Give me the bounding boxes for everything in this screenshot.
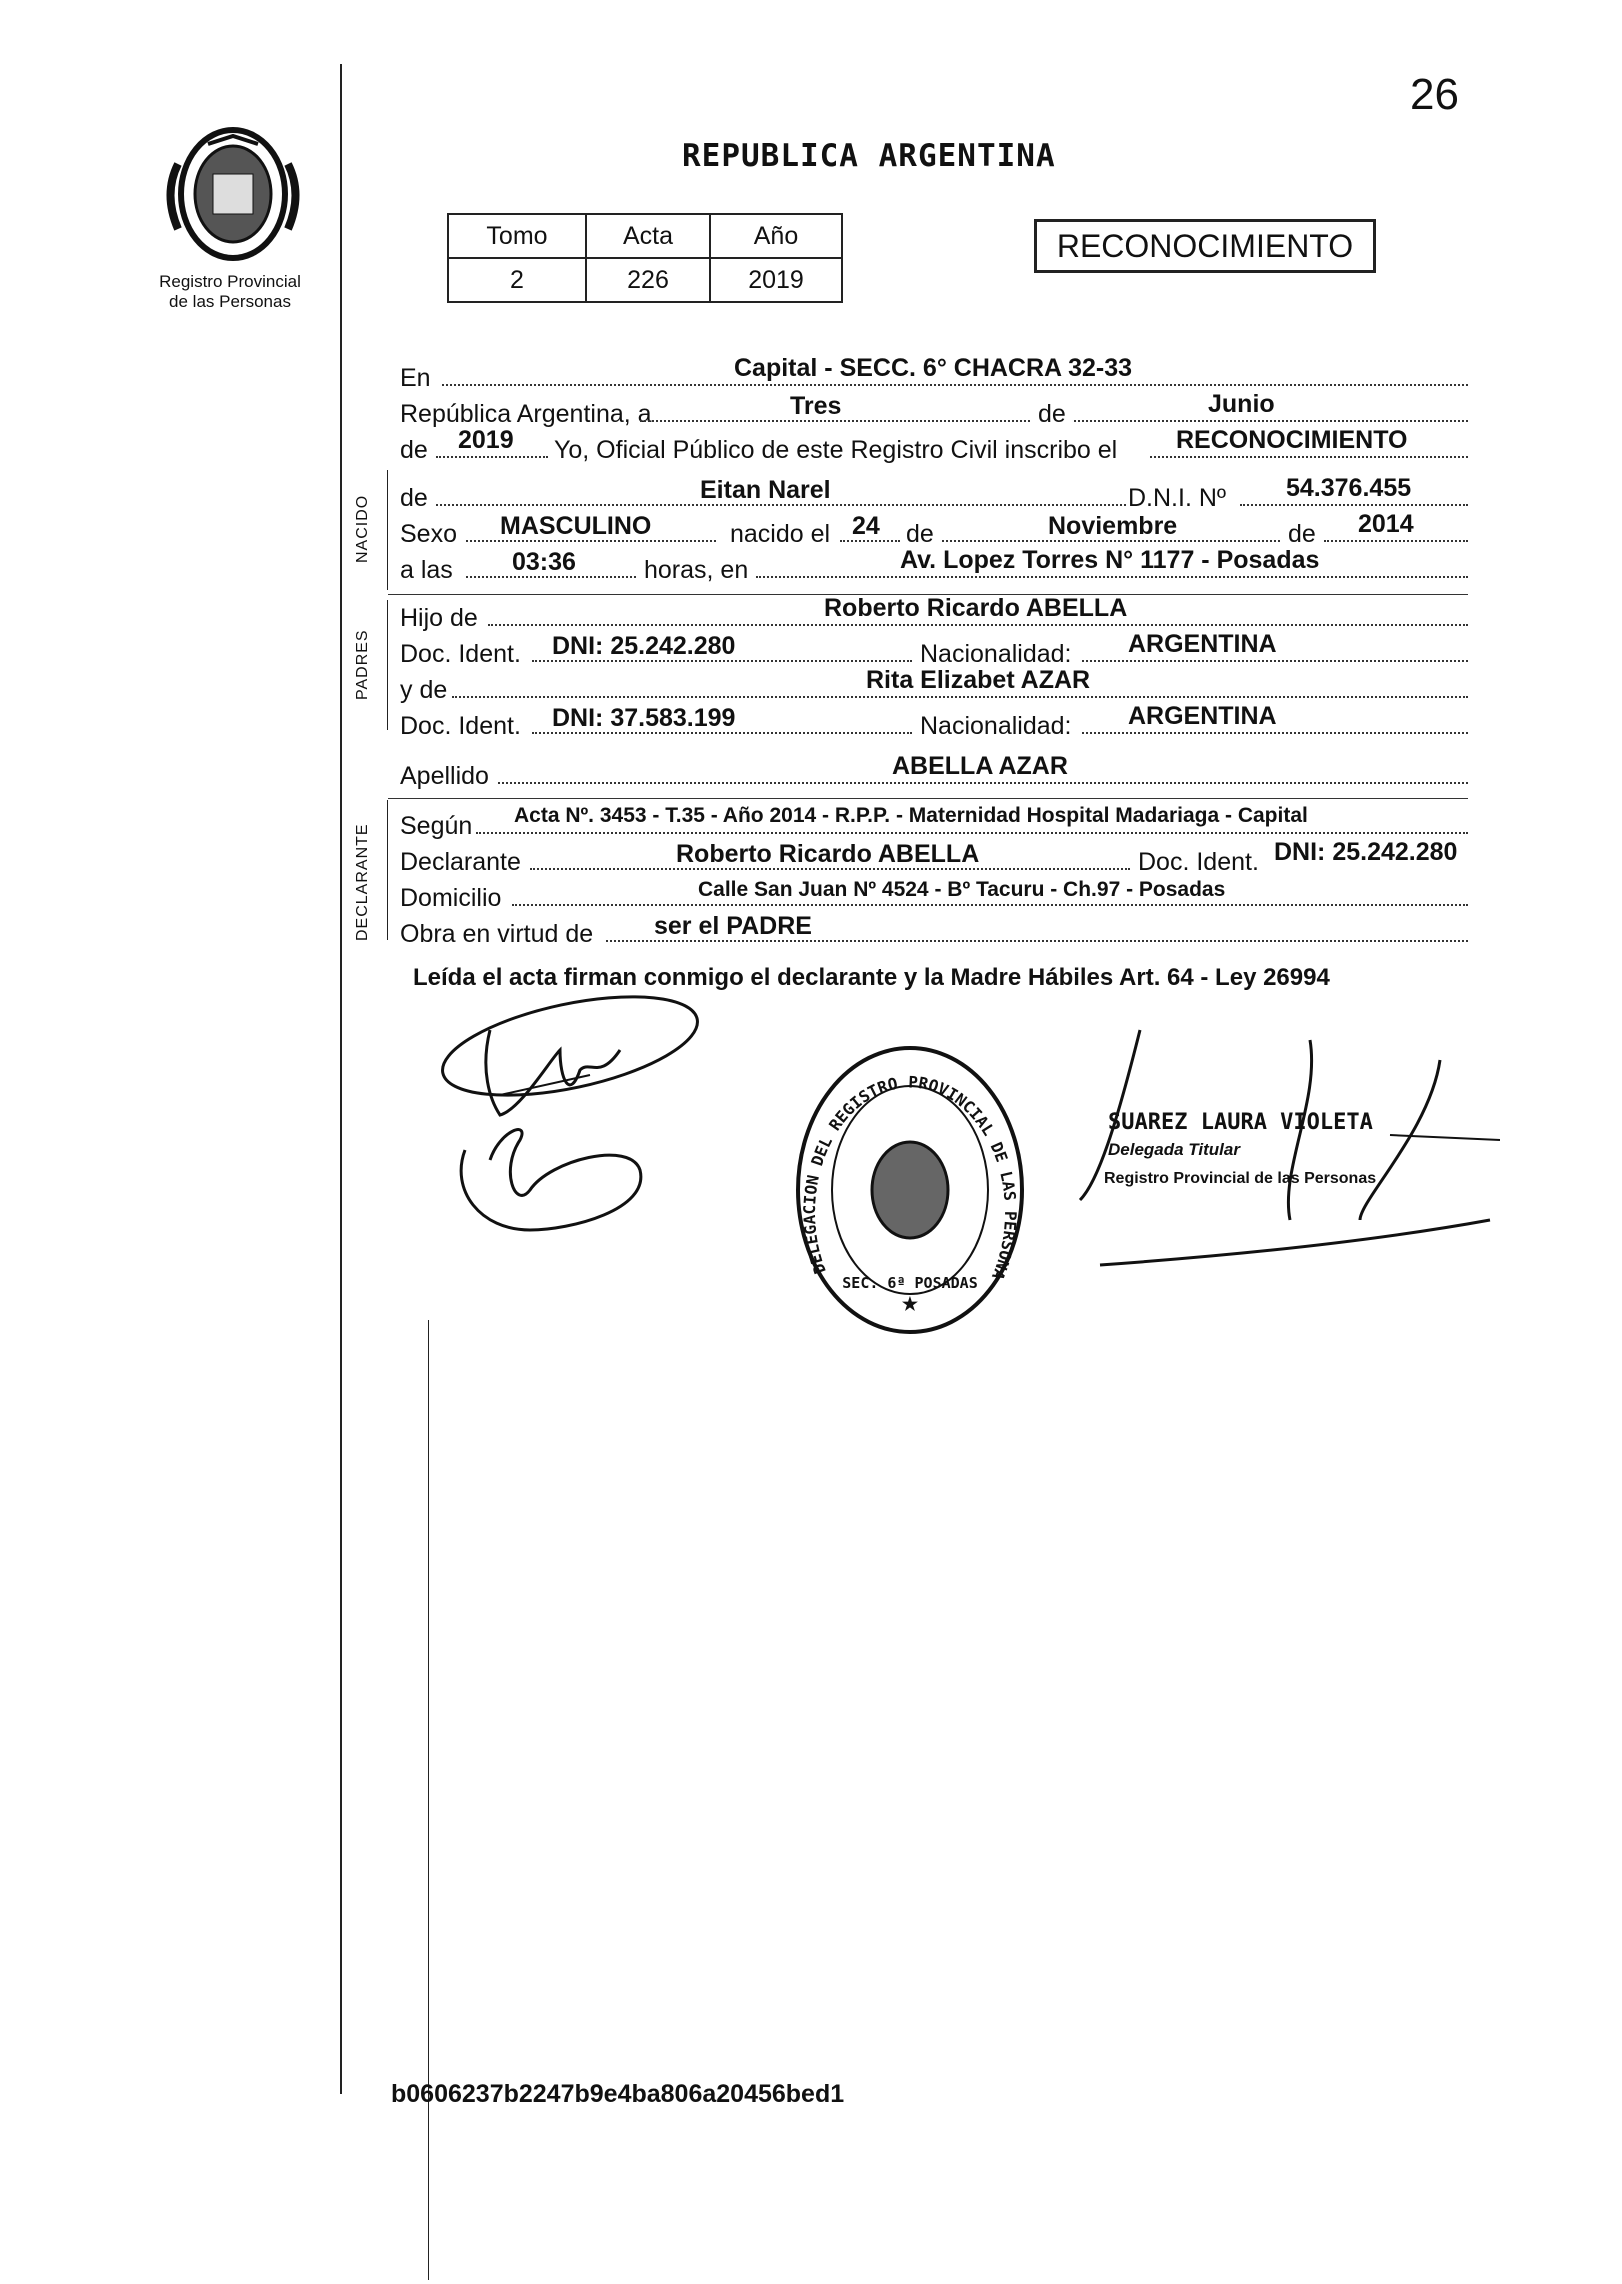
dots bbox=[436, 456, 548, 458]
label-republica: República Argentina, a bbox=[400, 400, 652, 428]
tomo-header: Tomo bbox=[448, 214, 586, 258]
value-dni: 54.376.455 bbox=[1286, 474, 1412, 502]
dots bbox=[1082, 660, 1468, 662]
dots bbox=[512, 904, 1468, 906]
registrar-name: SUAREZ LAURA VIOLETA bbox=[1108, 1110, 1373, 1135]
value-apellido: ABELLA AZAR bbox=[892, 752, 1068, 780]
value-declarante-doc: DNI: 25.242.280 bbox=[1274, 838, 1458, 866]
label-de-2: de bbox=[906, 520, 934, 548]
label-apellido: Apellido bbox=[400, 762, 489, 790]
value-acto: RECONOCIMIENTO bbox=[1176, 426, 1408, 454]
side-label-declarante: DECLARANTE bbox=[354, 823, 371, 941]
tomo-value: 2 bbox=[448, 258, 586, 302]
margin-line bbox=[340, 64, 342, 2094]
value-hora: 03:36 bbox=[512, 548, 576, 576]
dots bbox=[452, 696, 1468, 698]
closing-statement: Leída el acta firman conmigo el declarante y la Madre Hábiles Art. 64 - Ley 26994 bbox=[413, 964, 1330, 991]
value-padre-doc: DNI: 25.242.280 bbox=[552, 632, 736, 660]
value-madre-nac: ARGENTINA bbox=[1128, 702, 1277, 730]
label-nac1: Nacionalidad: bbox=[920, 640, 1072, 668]
document-hash: b0606237b2247b9e4ba806a20456bed1 bbox=[391, 2080, 845, 2108]
side-label-padres: PADRES bbox=[354, 629, 371, 700]
value-segun: Acta Nº. 3453 - T.35 - Año 2014 - R.P.P. - Maternidad Hospital Madariaga - Capital bbox=[514, 804, 1308, 827]
label-de-3: de bbox=[1288, 520, 1316, 548]
act-type-box: RECONOCIMIENTO bbox=[1034, 219, 1376, 273]
value-mes: Junio bbox=[1208, 390, 1275, 418]
anio-header: Año bbox=[710, 214, 842, 258]
dots bbox=[1150, 456, 1468, 458]
label-de-name: de bbox=[400, 484, 428, 512]
stamp-outer-text: DELEGACION DEL REGISTRO PROVINCIAL DE LAS PERSONA bbox=[799, 1072, 1021, 1283]
section-line-padres bbox=[387, 600, 388, 730]
svg-text:★: ★ bbox=[901, 1294, 919, 1314]
province-seal bbox=[158, 124, 308, 264]
dots bbox=[476, 832, 1468, 834]
value-anio: 2019 bbox=[458, 426, 514, 454]
registrar-office: Registro Provincial de las Personas bbox=[1104, 1170, 1377, 1187]
seal-caption: Registro Provincial de las Personas bbox=[159, 272, 301, 311]
section-separator bbox=[388, 798, 1468, 799]
declarant-signature bbox=[420, 990, 720, 1270]
label-nacido: nacido el bbox=[730, 520, 831, 548]
value-mes-nac: Noviembre bbox=[1048, 512, 1178, 540]
value-lugar: Capital - SECC. 6° CHACRA 32-33 bbox=[734, 354, 1133, 382]
acta-header: Acta bbox=[586, 214, 710, 258]
label-nac2: Nacionalidad: bbox=[920, 712, 1072, 740]
label-horas: horas, en bbox=[644, 556, 749, 584]
section-line-nacido bbox=[387, 470, 388, 590]
dots bbox=[756, 576, 1468, 578]
label-inscribo: Yo, Oficial Público de este Registro Civil inscribo el bbox=[554, 436, 1118, 464]
section-line-declarante bbox=[387, 800, 388, 940]
label-domicilio: Domicilio bbox=[400, 884, 502, 912]
value-madre: Rita Elizabet AZAR bbox=[866, 666, 1091, 694]
label-de-year: de bbox=[400, 436, 428, 464]
dots bbox=[1074, 420, 1468, 422]
label-y-de: y de bbox=[400, 676, 448, 704]
value-sexo: MASCULINO bbox=[500, 512, 652, 540]
value-nombre: Eitan Narel bbox=[700, 476, 831, 504]
dots bbox=[442, 384, 1468, 386]
registrar-role: Delegada Titular bbox=[1108, 1140, 1240, 1159]
value-dia-nac: 24 bbox=[852, 512, 880, 540]
label-a-las: a las bbox=[400, 556, 453, 584]
value-anio-nac: 2014 bbox=[1358, 510, 1414, 538]
value-lugar-nac: Av. Lopez Torres N° 1177 - Posadas bbox=[900, 546, 1320, 574]
stamp-inner-text: SEC. 6ª POSADAS bbox=[842, 1274, 978, 1292]
value-padre-nac: ARGENTINA bbox=[1128, 630, 1277, 658]
document-title: REPUBLICA ARGENTINA bbox=[682, 138, 1056, 174]
value-dia: Tres bbox=[790, 392, 842, 420]
value-padre: Roberto Ricardo ABELLA bbox=[824, 594, 1128, 622]
margin-line-lower bbox=[428, 1320, 429, 2280]
label-hijo: Hijo de bbox=[400, 604, 478, 632]
label-segun: Según bbox=[400, 812, 473, 840]
label-doc3: Doc. Ident. bbox=[1138, 848, 1259, 876]
dots bbox=[498, 782, 1468, 784]
label-de: de bbox=[1038, 400, 1066, 428]
label-doc1: Doc. Ident. bbox=[400, 640, 521, 668]
value-declarante: Roberto Ricardo ABELLA bbox=[676, 840, 980, 868]
label-sexo: Sexo bbox=[400, 520, 457, 548]
acta-value: 226 bbox=[586, 258, 710, 302]
anio-value: 2019 bbox=[710, 258, 842, 302]
registrar-signature bbox=[1060, 1020, 1500, 1300]
official-stamp bbox=[790, 1040, 1030, 1340]
label-obra: Obra en virtud de bbox=[400, 920, 594, 948]
reference-table bbox=[447, 213, 843, 303]
label-dni: D.N.I. Nº bbox=[1128, 484, 1227, 512]
value-madre-doc: DNI: 37.583.199 bbox=[552, 704, 736, 732]
dots bbox=[1324, 540, 1468, 542]
value-domicilio: Calle San Juan Nº 4524 - Bº Tacuru - Ch.97 - Posadas bbox=[698, 878, 1226, 901]
label-declarante: Declarante bbox=[400, 848, 521, 876]
label-en: En bbox=[400, 364, 431, 392]
value-obra: ser el PADRE bbox=[654, 912, 812, 940]
page-number: 26 bbox=[1410, 70, 1459, 119]
dots bbox=[488, 624, 1468, 626]
dots bbox=[1082, 732, 1468, 734]
dots bbox=[1240, 504, 1468, 506]
label-doc2: Doc. Ident. bbox=[400, 712, 521, 740]
side-label-nacido: NACIDO bbox=[354, 494, 371, 563]
